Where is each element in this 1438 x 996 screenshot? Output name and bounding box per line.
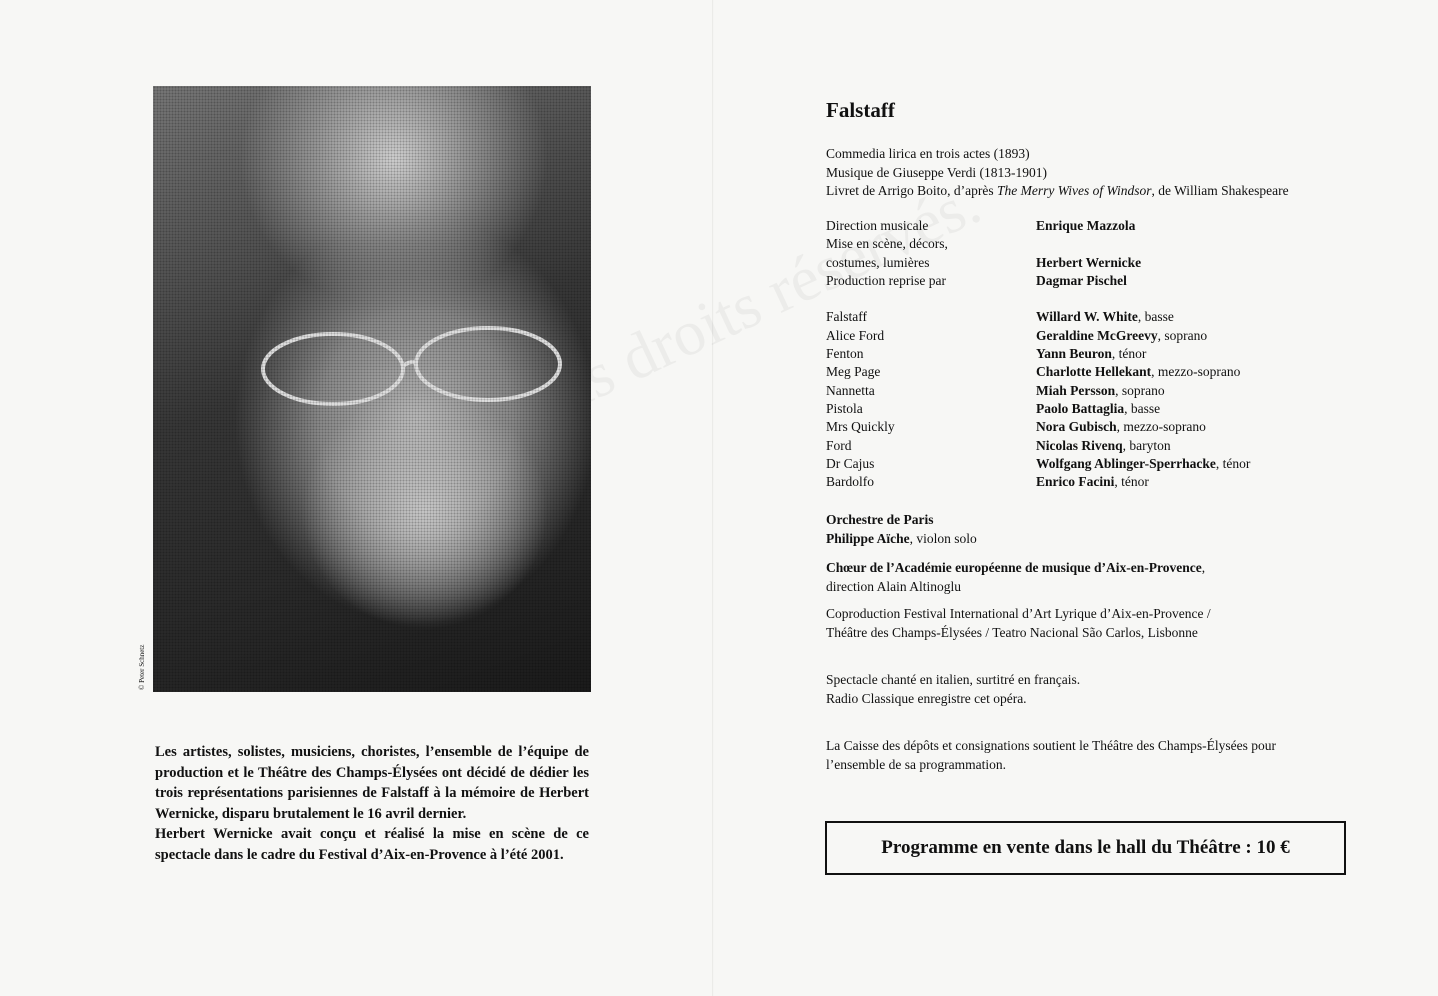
credit-row	[826, 235, 1250, 253]
voice-type: , soprano	[1115, 382, 1165, 398]
cast-singer	[1036, 345, 1146, 363]
voice-type: , basse	[1137, 309, 1174, 325]
credit-name: Herbert Wernicke	[1036, 254, 1142, 270]
radio-line: Radio Classique enregistre cet opéra.	[826, 691, 1027, 706]
cast-row	[826, 327, 1250, 345]
soloist-line	[826, 529, 977, 548]
singer-name: Wolfgang Ablinger-Sperrhacke	[1036, 455, 1216, 471]
halftone-overlay	[153, 86, 591, 692]
coproduction-note	[826, 604, 1211, 642]
cast-row	[826, 418, 1250, 436]
credit-role: Direction musicale	[826, 218, 929, 233]
choir-director: direction Alain Altinoglu	[826, 579, 961, 594]
singer-name: Willard W. White	[1036, 309, 1138, 325]
intro-text: Livret de Arrigo Boito, d’après	[826, 183, 997, 198]
soloist-name: Philippe Aïche	[826, 531, 910, 546]
cast-singer	[1036, 382, 1165, 400]
cast-row	[826, 455, 1250, 473]
choir-name: Chœur de l’Académie européenne de musique d’Aix-en-Provence	[826, 560, 1202, 575]
work-description	[826, 145, 1289, 201]
source-title: The Merry Wives of Windsor	[996, 183, 1152, 198]
cast-singer	[1036, 327, 1207, 345]
credit-row	[826, 217, 1250, 235]
voice-type: , mezzo-soprano	[1151, 364, 1241, 380]
singer-name: Paolo Battaglia	[1036, 400, 1125, 416]
credit-name: Enrique Mazzola	[1036, 218, 1136, 233]
singer-name: Nora Gubisch	[1036, 419, 1117, 435]
voice-type: , basse	[1124, 400, 1161, 416]
photo-credit: © Peter Schnetz	[138, 644, 146, 690]
dedication-text	[155, 742, 589, 865]
choir-line	[826, 558, 1205, 577]
coproduction-line: Théâtre des Champs-Élysées / Teatro Nacional São Carlos, Lisbonne	[826, 625, 1198, 640]
orchestra-name: Orchestre de Paris	[826, 512, 934, 527]
cast-role: Falstaff	[826, 309, 867, 325]
singer-name: Miah Persson	[1036, 382, 1116, 398]
cast-role: Meg Page	[826, 364, 881, 380]
credit-name: Dagmar Pischel	[1036, 272, 1127, 288]
dedication-paragraph: Herbert Wernicke avait conçu et réalisé la mise en scène de ce spectacle dans le cadre du Festival d’Aix-en-Provence à l’été 2001.	[155, 826, 589, 863]
cast-row	[826, 382, 1250, 400]
cast-role: Nannetta	[826, 382, 875, 398]
cast-role: Mrs Quickly	[826, 419, 895, 435]
credits-list	[826, 217, 1250, 491]
credit-role: Mise en scène, décors,	[826, 236, 948, 252]
voice-type: , ténor	[1111, 346, 1147, 362]
intro-line: Musique de Giuseppe Verdi (1813-1901)	[826, 164, 1047, 180]
voice-type: , ténor	[1114, 474, 1149, 490]
cast-row	[826, 345, 1250, 363]
dedication-paragraph: Les artistes, solistes, musiciens, choristes, l’ensemble de l’équipe de production et le Théâtre des Champs-Élysées ont décidé de dédier les trois représentations parisiennes de Falstaff à la mémoire de Herbert Wernicke, disparu brutalement le 16 avril dernier.	[155, 744, 589, 822]
page-title: Falstaff	[826, 98, 895, 122]
credit-role: costumes, lumières	[826, 254, 930, 270]
cast-singer	[1036, 437, 1171, 455]
coproduction-line: Coproduction Festival International d’Art Lyrique d’Aix-en-Provence /	[826, 606, 1211, 621]
sponsor-note: La Caisse des dépôts et consignations soutient le Théâtre des Champs-Élysées pour l’ensemble de sa programmation.	[826, 738, 1277, 772]
choir-punct: ,	[1201, 560, 1206, 575]
voice-type: , mezzo-soprano	[1116, 419, 1206, 435]
credit-role: Production reprise par	[826, 272, 946, 288]
programme-sale-notice: Programme en vente dans le hall du Théâtre : 10 €	[825, 821, 1346, 875]
singer-name: Charlotte Hellekant	[1036, 364, 1152, 380]
cast-role: Alice Ford	[826, 327, 885, 343]
cast-role: Bardolfo	[826, 474, 874, 490]
cast-row	[826, 308, 1250, 326]
intro-text: , de William Shakespeare	[1151, 183, 1289, 198]
singer-name: Yann Beuron	[1036, 346, 1112, 362]
cast-singer	[1036, 308, 1174, 326]
cast-role: Pistola	[826, 400, 863, 416]
intro-line: Commedia lirica en trois actes (1893)	[826, 146, 1030, 161]
cast-singer	[1036, 418, 1206, 436]
credit-row	[826, 254, 1250, 272]
credit-spacer	[826, 290, 1250, 308]
cast-role: Ford	[826, 437, 852, 453]
cast-role: Fenton	[826, 346, 864, 362]
choir-credit	[826, 558, 1205, 596]
cast-singer	[1036, 473, 1149, 491]
cast-row	[826, 473, 1250, 491]
cast-singer	[1036, 455, 1250, 473]
language-note	[826, 670, 1080, 708]
cast-row	[826, 437, 1250, 455]
singer-name: Enrico Facini	[1036, 474, 1115, 490]
portrait-photo	[153, 86, 591, 692]
cast-row	[826, 400, 1250, 418]
singer-name: Geraldine McGreevy	[1036, 327, 1158, 343]
language-line: Spectacle chanté en italien, surtitré en français.	[826, 672, 1081, 687]
singer-name: Nicolas Rivenq	[1036, 437, 1123, 453]
intro-line	[826, 182, 1289, 201]
cast-singer	[1036, 400, 1160, 418]
cast-singer	[1036, 363, 1240, 381]
soloist-role: , violon solo	[909, 531, 977, 546]
cast-role: Dr Cajus	[826, 455, 875, 471]
page-fold	[712, 0, 714, 996]
credit-row	[826, 272, 1250, 290]
voice-type: , soprano	[1157, 327, 1208, 343]
voice-type: , ténor	[1215, 455, 1251, 471]
orchestra-credit	[826, 510, 977, 548]
voice-type: , baryton	[1122, 437, 1171, 453]
cast-row	[826, 363, 1250, 381]
